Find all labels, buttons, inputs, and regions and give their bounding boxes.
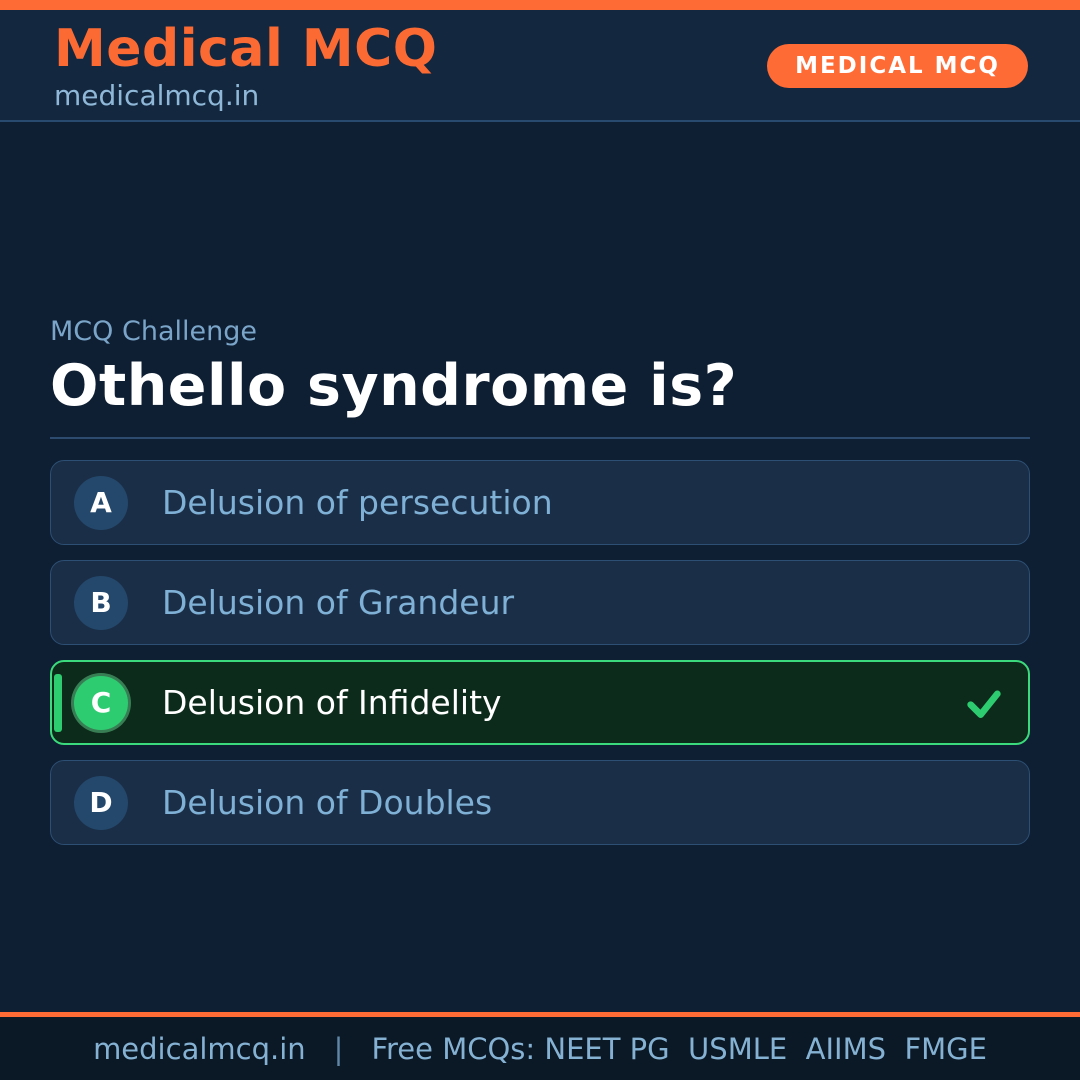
question-title: Othello syndrome is? bbox=[50, 353, 738, 419]
footer-separator: | bbox=[333, 1031, 344, 1066]
checkmark-icon bbox=[964, 683, 1004, 723]
option-d[interactable] bbox=[50, 760, 1030, 845]
site-url: medicalmcq.in bbox=[54, 78, 260, 112]
option-d-letter-badge: D bbox=[74, 776, 128, 830]
header bbox=[0, 10, 1080, 122]
option-b-label: Delusion of Grandeur bbox=[162, 583, 515, 622]
option-b-letter-badge: B bbox=[74, 576, 128, 630]
option-a-letter-badge: A bbox=[74, 476, 128, 530]
brand-title: Medical MCQ bbox=[54, 19, 438, 79]
footer-tagline: Free MCQs: NEET PG USMLE AIIMS FMGE bbox=[371, 1031, 987, 1066]
question-eyebrow: MCQ Challenge bbox=[50, 316, 257, 347]
divider bbox=[50, 437, 1030, 439]
options-list bbox=[50, 460, 1030, 845]
top-accent-strip bbox=[0, 0, 1080, 10]
correct-accent-bar bbox=[54, 674, 62, 732]
footer-site-url: medicalmcq.in bbox=[93, 1031, 306, 1066]
question-card bbox=[0, 316, 1080, 845]
option-c-letter-badge: C bbox=[74, 676, 128, 730]
option-c-correct-answer[interactable] bbox=[50, 660, 1030, 745]
option-a-label: Delusion of persecution bbox=[162, 483, 553, 522]
option-a[interactable] bbox=[50, 460, 1030, 545]
footer bbox=[0, 1012, 1080, 1080]
option-c-label: Delusion of Infidelity bbox=[162, 683, 502, 722]
brand-badge[interactable]: MEDICAL MCQ bbox=[767, 44, 1028, 88]
option-b[interactable] bbox=[50, 560, 1030, 645]
option-d-label: Delusion of Doubles bbox=[162, 783, 493, 822]
footer-bar bbox=[0, 1017, 1080, 1080]
